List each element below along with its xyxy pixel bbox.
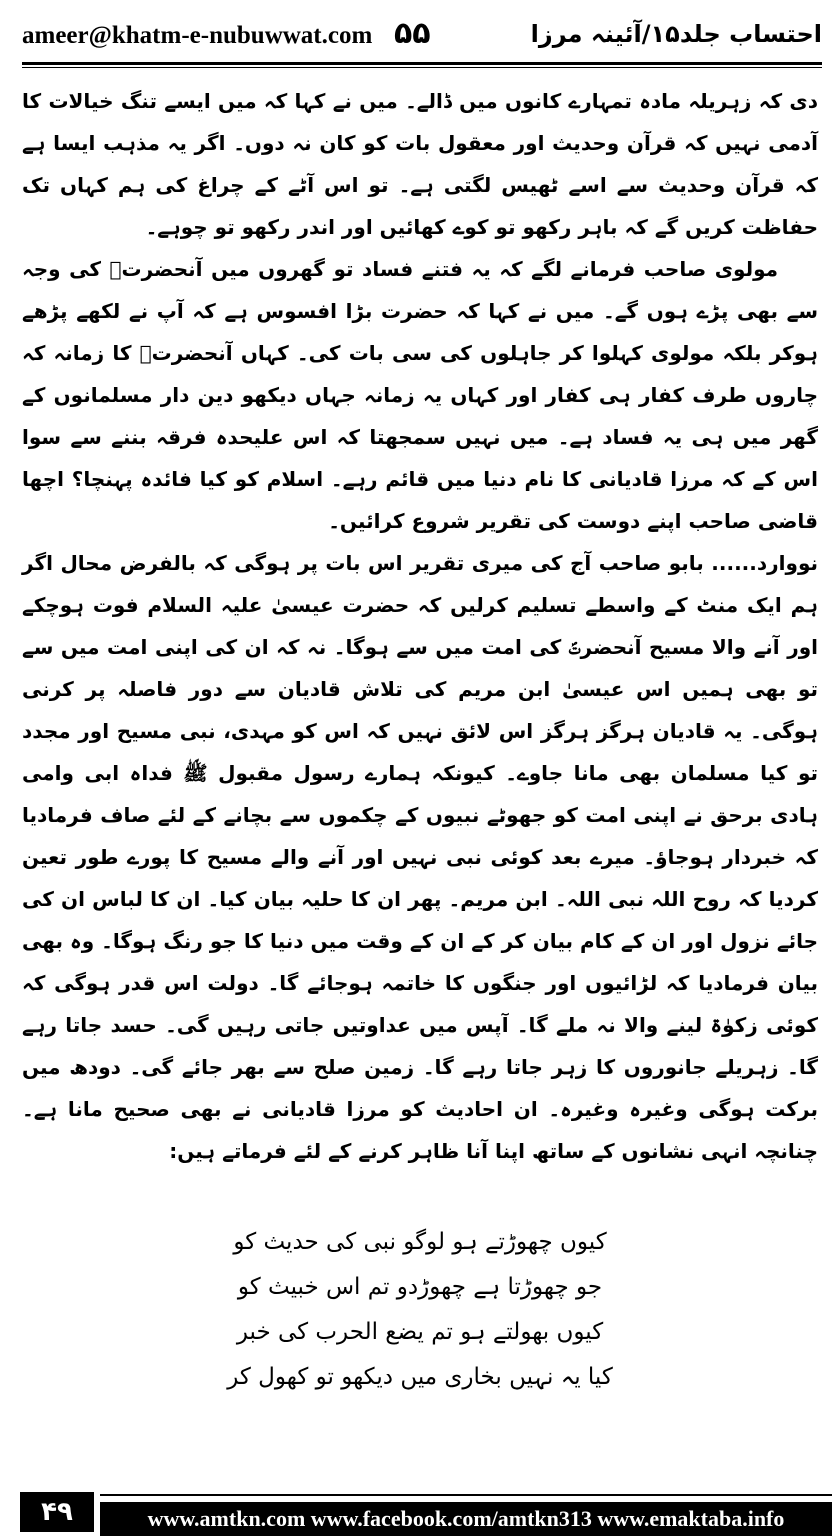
poem-verse <box>0 1220 840 1400</box>
page-footer <box>0 1490 840 1540</box>
header-title: احتساب جلد۱۵/آئینہ مرزا <box>530 20 822 48</box>
verse-line-1: کیوں چھوڑتے ہو لوگو نبی کی حدیث کو <box>233 1229 607 1255</box>
verse-line-3: کیوں بھولتے ہو تم یضع الحرب کی خبر <box>236 1319 604 1345</box>
page-header <box>22 14 822 60</box>
paragraph-3: نووارد...... بابو صاحب آج کی میری تقریر اس بات پر ہوگی کہ بالفرض محال اگر ہم ایک منٹ کے واسطے تسلیم کرلیں کہ حضرت عیسیٰ علیہ السلام فوت ہوچکے اور آنے والا مسیح آنحضرتؐ کی امت میں سے ہوگا۔ نہ کہ ان کی اپنی امت میں سے تو بھی ہمیں اس عیسیٰ ابن مریم کی تلاش قادیان سے دور فاصلہ پر کرنی ہوگی۔ یہ قادیان ہرگز ہرگز اس لائق نہیں کہ اس کو مہدی، نبی مسیح اور مجدد تو کیا مسلمان بھی مانا جاوے۔ کیونکہ ہمارے رسول مقبول ﷺ فداہ ابی وامی ہادی برحق نے اپنی امت کو جھوٹے نبیوں کے چکموں سے بچانے کے لئے صاف فرمادیا کہ خبردار ہوجاؤ۔ میرے بعد کوئی نبی نہیں اور آنے والے مسیح کا پورے طور تعین کردیا کہ روح اللہ نبی اللہ۔ ابن مریم۔ پھر ان کا حلیہ بیان کیا۔ ان کا لباس ان کی جائے نزول اور ان کے کام بیان کر کے ان کے وقت میں دنیا کا جو رنگ ہوگا۔ وہ بھی بیان فرمادیا کہ لڑائیوں اور جنگوں کا خاتمہ ہوجائے گا۔ دولت اس قدر ہوگی کہ کوئی زکوٰۃ لینے والا نہ ملے گا۔ آپس میں عداوتیں جاتی رہیں گی۔ حسد جاتا رہے گا۔ زہریلے جانوروں کا زہر جاتا رہے گا۔ زمین صلح سے بھر جائے گی۔ دودھ میں برکت ہوگی وغیرہ وغیرہ۔ ان احادیث کو مرزا قادیانی نے بھی صحیح مانا ہے۔ چنانچہ انہی نشانوں کے ساتھ اپنا آنا ظاہر کرنے کے لئے فرماتے ہیں: <box>22 551 818 1163</box>
verse-line-4: کیا یہ نہیں بخاری میں دیکھو تو کھول کر <box>227 1364 613 1390</box>
book-page-number: ۴۹ <box>20 1492 94 1532</box>
header-email: ameer@khatm-e-nubuwwat.com <box>22 22 373 49</box>
footer-divider <box>100 1494 832 1496</box>
header-divider-thin <box>22 67 822 68</box>
body-text <box>22 80 818 1172</box>
paragraph-1: دی کہ زہریلہ مادہ تمہارے کانوں میں ڈالے۔ میں نے کہا کہ میں ایسے تنگ خیالات کا آدمی نہیں کہ قرآن وحدیث اور معقول بات کو کان نہ دوں۔ اگر یہ مذہب ایسا ہے کہ قرآن وحدیث سے اسے ٹھیس لگتی ہے۔ تو اس آٹے کے چراغ کی ہم کہاں تک حفاظت کریں گے کہ باہر رکھو تو کوے کھائیں اور اندر رکھو تو چوہے۔ <box>22 89 818 239</box>
paragraph-2: مولوی صاحب فرمانے لگے کہ یہ فتنے فساد تو گھروں میں آنحضرتؐ کی وجہ سے بھی پڑے ہوں گے۔ میں نے کہا کہ حضرت بڑا افسوس ہے کہ آپ نے لکھے پڑھے ہوکر بلکہ مولوی کہلوا کر جاہلوں کی سی بات کی۔ کہاں آنحضرتؐ کا زمانہ کہ چاروں طرف کفار ہی کفار اور کہاں یہ زمانہ جہاں دیکھو دین دار مسلمانوں کے گھر میں ہی یہ فساد ہے۔ میں نہیں سمجھتا کہ اس علیحدہ فرقہ بننے سے سوا اس کے کہ مرزا قادیانی کا نام دنیا میں قائم رہے۔ اسلام کو کیا فائدہ پہنچا؟ اچھا قاضی صاحب اپنے دوست کی تقریر شروع کرائیں۔ <box>22 257 819 533</box>
header-divider <box>22 62 822 65</box>
verse-line-2: جو چھوڑتا ہے چھوڑدو تم اس خبیث کو <box>237 1274 603 1300</box>
footer-links: www.amtkn.com www.facebook.com/amtkn313 www.emaktaba.info <box>100 1502 832 1536</box>
page-number: ۵۵ <box>394 16 431 51</box>
